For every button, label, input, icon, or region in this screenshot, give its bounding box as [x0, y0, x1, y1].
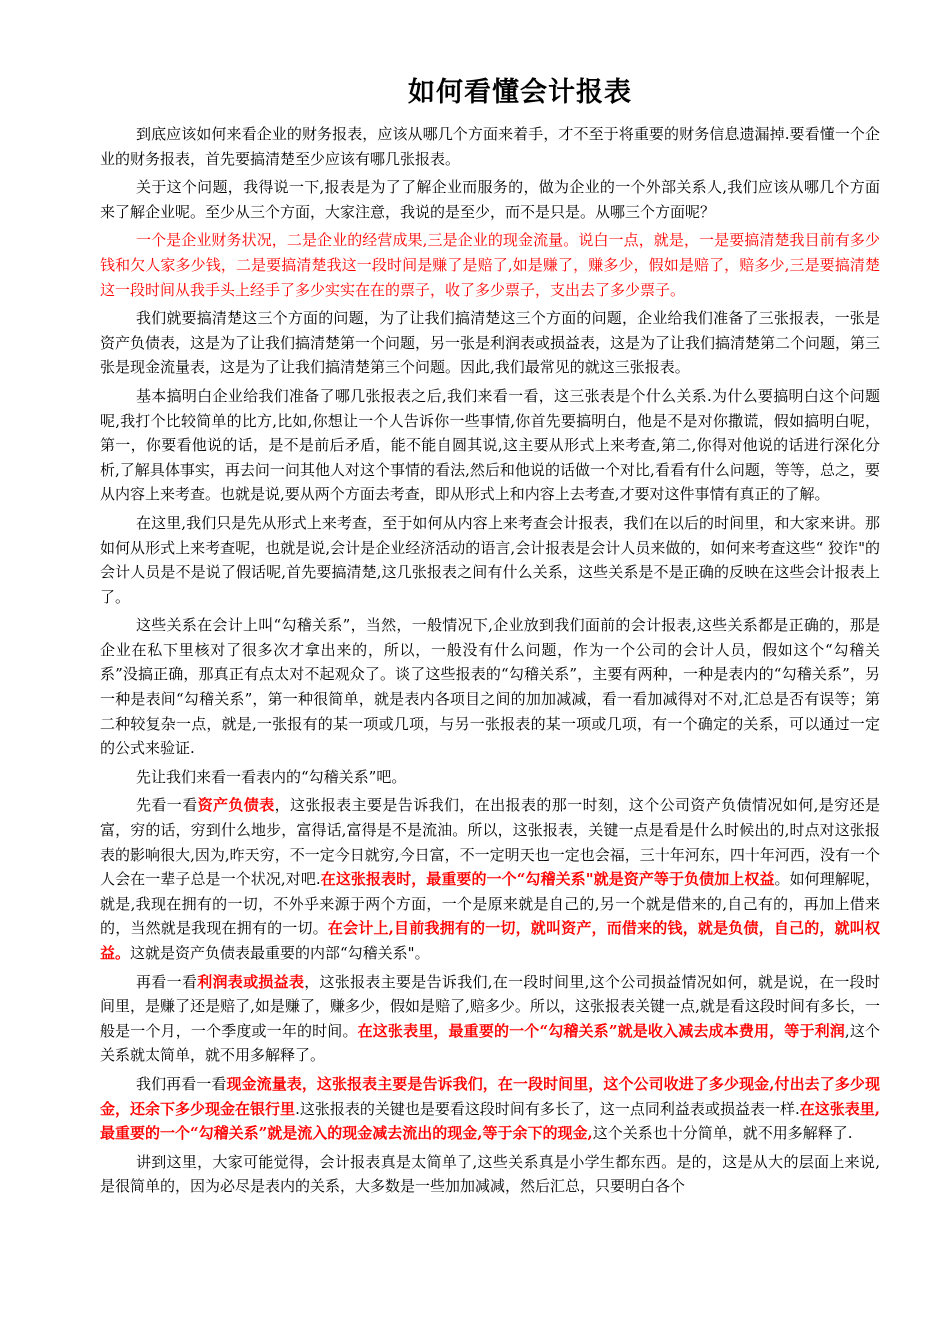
paragraph-text: 在这里,我们只是先从形式上来考查，至于如何从内容上来考查会计报表，我们在以后的时间里，和大家来讲。那如何从形式上来考查呢，也就是说,会计是企业经济活动的语言,会计报表是会计人员来做的，如何来考查这些“ 狡诈"的会计人员是不是说了假话呢,首先要搞清楚,这几张报表之间有什么关系，这些关系是不是正确的反映在这些会计报表上了。 [100, 513, 880, 606]
paragraph-text: 基本搞明白企业给我们准备了哪几张报表之后,我们来看一看，这三张表是个什么关系.为什么要搞明白这个问题呢,我打个比较简单的比方,比如,你想让一个人告诉你一些事情,你首先要搞明白，他是不是对你撒谎，假如搞明白呢，第一，你要看他说的话，是不是前后矛盾，能不能自圆其说,这主要从形式上来考查,第二,你得对他说的话进行深化分析,了解具体事实，再去问一问其他人对这个事情的看法,然后和他说的话做一个对比,看看有什么问题，等等，总之，要从内容上来考查。也就是说,要从两个方面去考查，即从形式上和内容上去考查,才要对这件事情有真正的了解。 [100, 386, 880, 504]
paragraph-text: 。如何理解呢，就是,我现在拥有的一切，不外乎来源于两个方面，一个是原来就是自己的,另一个就是借来的,自己有的，再加上借来的，当然就是我现在拥有的一切。 [100, 870, 880, 938]
paragraph-text: 到底应该如何来看企业的财务报表，应该从哪几个方面来着手，才不至于将重要的财务信息遗漏掉.要看懂一个企业的财务报表，首先要搞清楚至少应该有哪几张报表。 [100, 125, 880, 168]
highlighted-text: 在会计上,目前我拥有的一切，就叫资产，而借来的钱，就是负债，自己的，就叫权益。 [100, 919, 880, 962]
paragraph-text: 这就是资产负债表最重要的内部“勾稽关系"。 [130, 944, 430, 962]
paragraph [100, 175, 880, 224]
page-title: 如何看懂会计报表 [408, 77, 632, 108]
highlighted-text: 资产负债表 [197, 796, 275, 815]
paragraph [100, 765, 880, 790]
paragraph [100, 122, 880, 171]
paragraph-text: .这张报表的关键也是要看这段时间有多长了，这一点同利益表或损益表一样. [295, 1099, 800, 1118]
paragraph [100, 1150, 880, 1199]
document-body [100, 122, 880, 1199]
highlighted-text: 现金流量表，这张报表主要是告诉我们，在一段时间里，这个公司收进了多少现金,付出去了多少现金，还余下多少现金在银行里 [100, 1074, 880, 1118]
highlighted-text: 在这张报表时，最重要的一个“勾稽关系"就是资产等于负债加上权益 [320, 870, 775, 889]
paragraph-text: 这个关系也十分简单，就不用多解释了. [592, 1124, 853, 1143]
paragraph-text: 先看一看 [136, 796, 198, 815]
paragraph-text: ,这个关系就太简单，就不用多解释了。 [100, 1021, 880, 1065]
paragraph [100, 613, 880, 761]
paragraph-text: 这些关系在会计上叫“勾稽关系”，当然，一般情况下,企业放到我们面前的会计报表,这些关系都是正确的，那是企业在私下里核对了很多次才拿出来的，所以，一般没有什么问题，作为一个公司的会计人员，假如这个“勾稽关系”没搞正确，那真正有点太对不起观众了。谈了这些报表的“勾稽关系”，主要有两种，一种是表内的“勾稽关系”，另一种是表间“勾稽关系”，第一种很简单，就是表内各项目之间的加加减减，看一看加减得对不对,汇总是否有误等；第二种较复杂一点，就是,一张报有的某一项或几项，与另一张报表的某一项或几项，有一个确定的关系，可以通过一定的公式来验证. [100, 616, 880, 758]
paragraph [100, 228, 880, 302]
paragraph [100, 511, 880, 609]
paragraph [100, 306, 880, 380]
highlighted-text: 利润表或损益表 [197, 972, 305, 991]
paragraph [100, 793, 880, 965]
paragraph-text: ，这张报表主要是告诉我们,在一段时间里,这个公司损益情况如何，就是说，在一段时间里，是赚了还是赔了,如是赚了，赚多少，假如是赔了,赔多少。所以，这张报表关键一点,就是看这段时间有多长，一般是一个月，一个季度或一年的时间。 [100, 972, 880, 1040]
paragraph [100, 384, 880, 507]
highlighted-text: 一个是企业财务状况，二是企业的经营成果,三是企业的现金流量。说白一点，就是，一是要搞清楚我目前有多少钱和欠人家多少钱，二是要搞清楚我这一段时间是赚了是赔了,如是赚了，赚多少，假如是赔了，赔多少,三是要搞清楚这一段时间从我手头上经手了多少实实在在的票子，收了多少票子，支出去了多少票子。 [100, 231, 880, 299]
paragraph-text: 我们再看一看 [136, 1074, 227, 1093]
paragraph-text: 先让我们来看一看表内的“勾稽关系”吧。 [136, 767, 407, 786]
paragraph-text: 关于这个问题，我得说一下,报表是为了了解企业而服务的，做为企业的一个外部关系人,我们应该从哪几个方面来了解企业呢。至少从三个方面，大家注意，我说的是至少，而不是只是。从哪三个方面呢？ [100, 178, 880, 221]
paragraph-text: 讲到这里，大家可能觉得，会计报表真是太简单了,这些关系真是小学生都东西。是的，这是从大的层面上来说,是很简单的，因为必尽是表内的关系，大多数是一些加加减减，然后汇总，只要明白各个 [100, 1152, 880, 1196]
document-page [100, 76, 880, 1203]
paragraph-text: 再看一看 [136, 972, 198, 991]
paragraph-text: ，这张报表主要是告诉我们，在出报表的那一时刻，这个公司资产负债情况如何,是穷还是富，穷的话，穷到什么地步，富得话,富得是不是流油。所以，这张报表，关键一点是看是什么时候出的,时点对这张报表的影响很大,因为,昨天穷，不一定今日就穷,今日富，不一定明天也一定也会福，三十年河东，四十年河西，没有一个人会在一辈子总是一个状况,对吧. [100, 796, 880, 889]
paragraph [100, 970, 880, 1068]
highlighted-text: 在这张表里，最重要的一个“勾稽关系”就是收入减去成本费用，等于利润 [357, 1021, 845, 1040]
paragraph [100, 1072, 880, 1146]
paragraph-text: 我们就要搞清楚这三个方面的问题，为了让我们搞清楚这三个方面的问题，企业给我们准备了三张报表，一张是资产负债表，这是为了让我们搞清楚第一个问题，另一张是利润表或损益表，这是为了让我们搞清楚第二个问题，第三张是现金流量表，这是为了让我们搞清楚第三个问题。因此,我们最常见的就这三张报表。 [100, 309, 881, 377]
highlighted-text: 在这张表里,最重要的一个“勾稽关系”就是流入的现金减去流出的现金,等于余下的现金, [100, 1099, 880, 1143]
